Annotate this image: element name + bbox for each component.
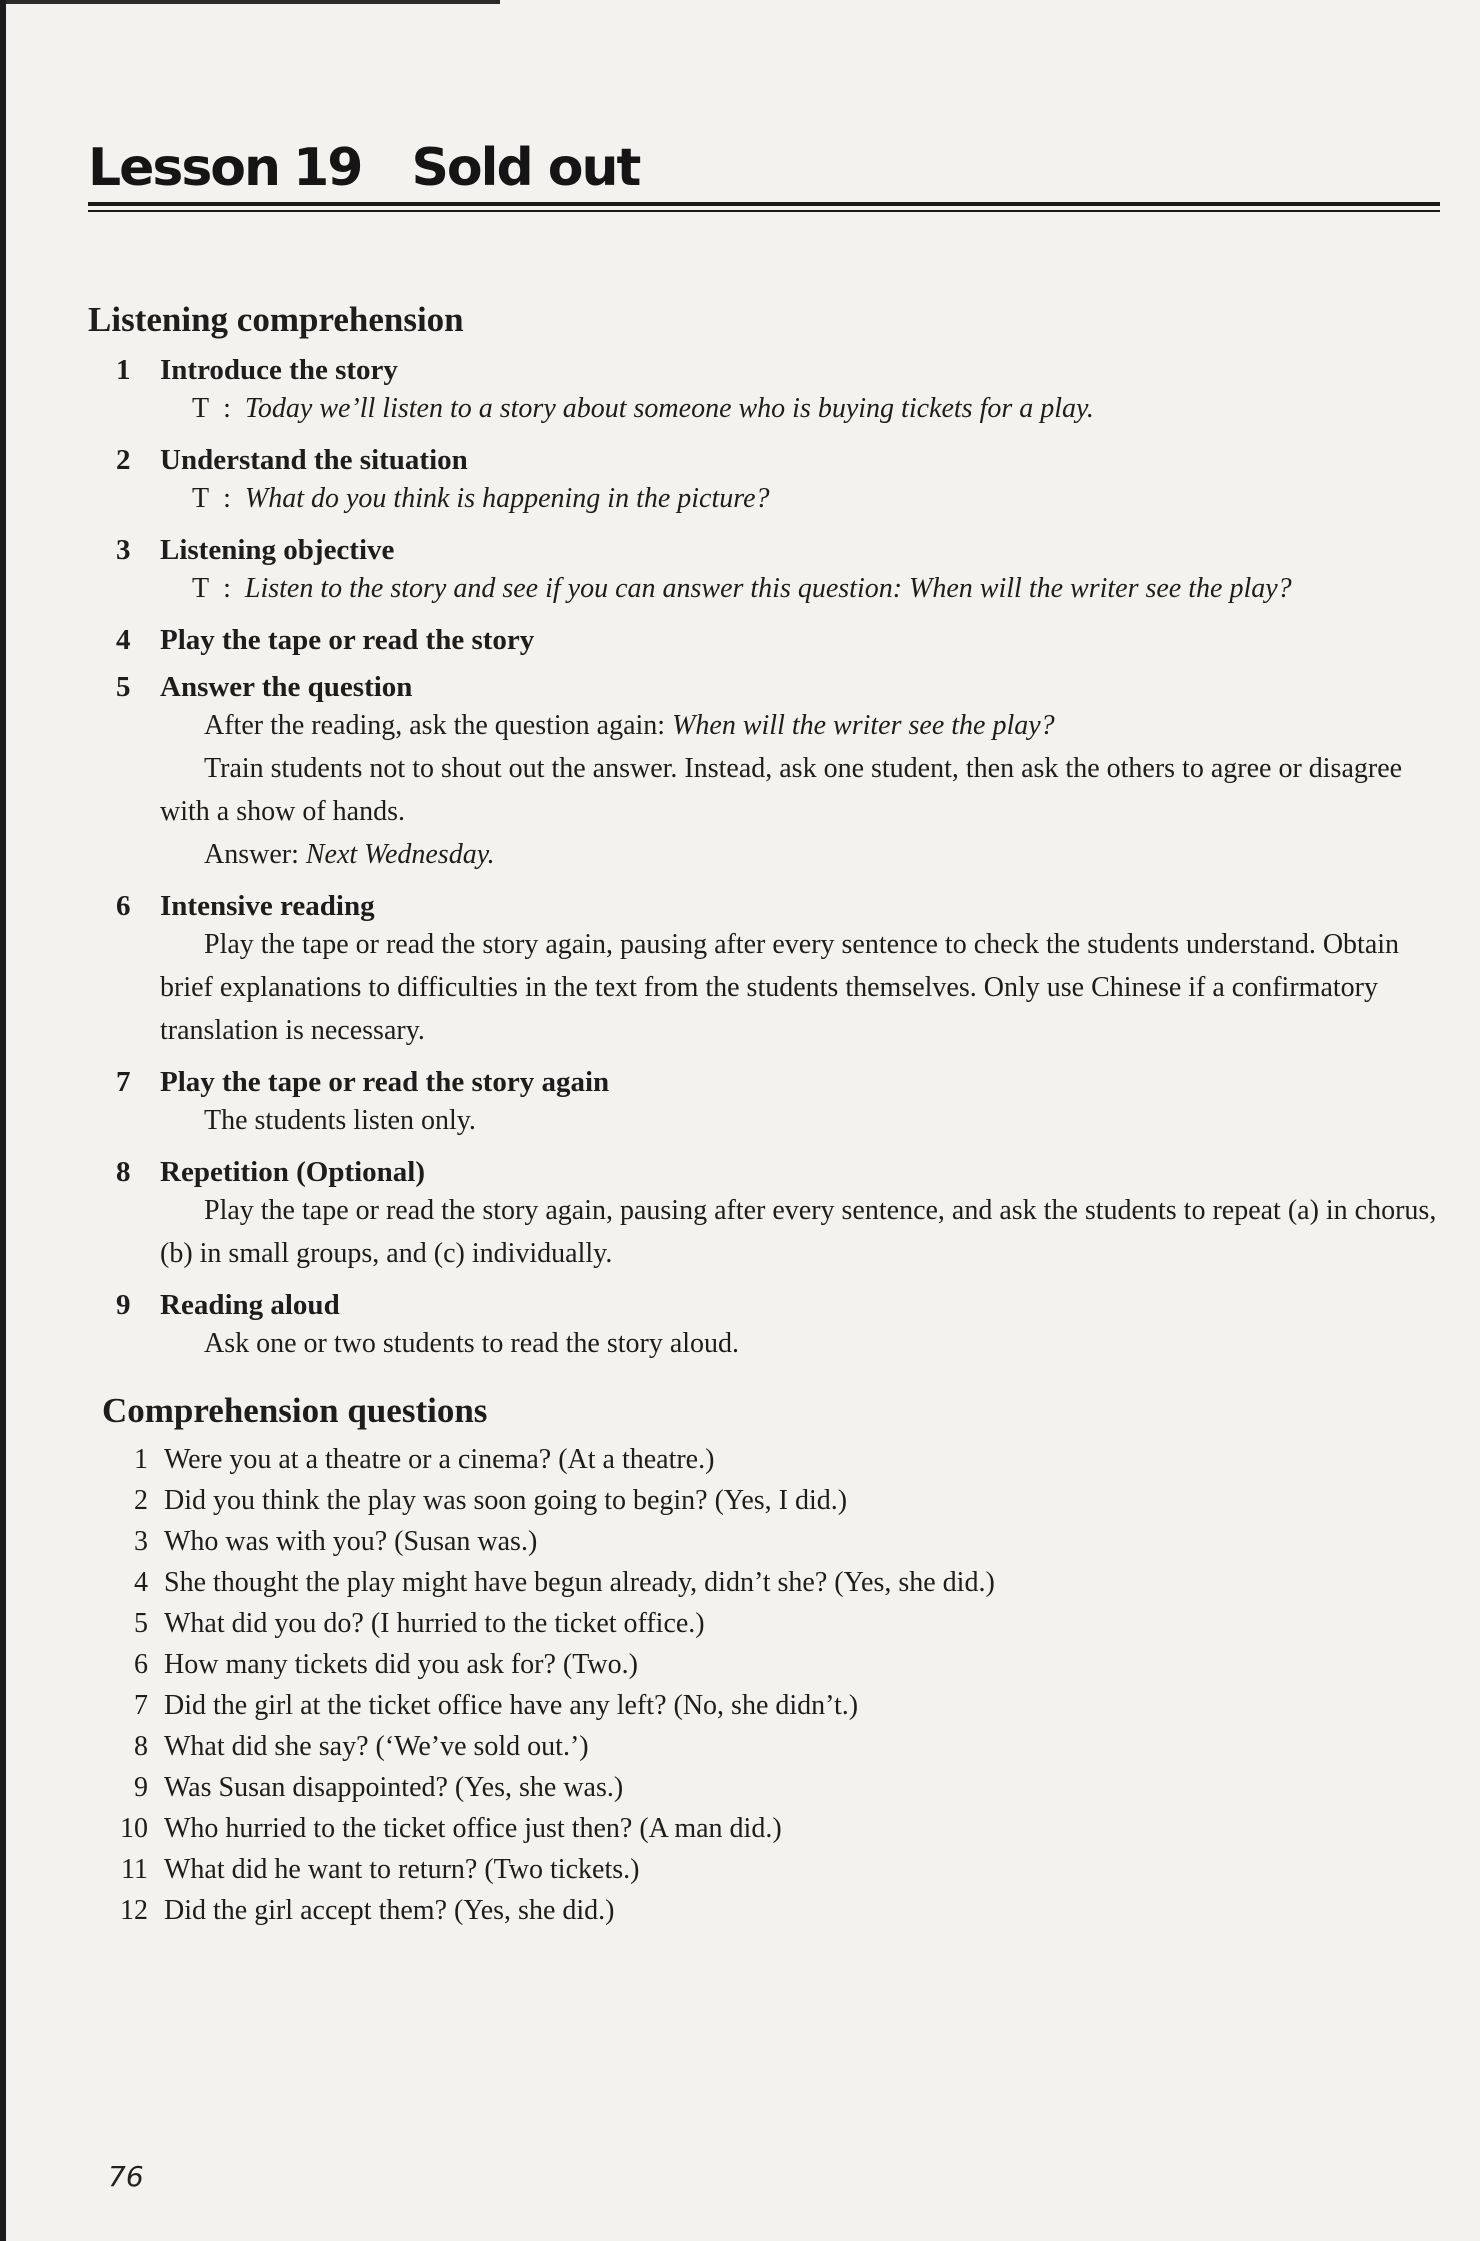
step-paragraph: [160, 704, 1448, 747]
step-item: [88, 444, 1448, 520]
step-title: Listening objective: [160, 534, 395, 566]
question-text: Were you at a theatre or a cinema? (At a theatre.): [164, 1444, 715, 1475]
question-number: 9: [134, 1772, 148, 1803]
step-paragraph: [160, 833, 1448, 876]
step-number: 5: [116, 671, 131, 703]
page-top-edge: [0, 0, 500, 4]
step-item: [88, 354, 1448, 430]
teacher-label: T: [192, 573, 210, 604]
step-title: Repetition (Optional): [160, 1156, 426, 1188]
step-title: Play the tape or read the story: [160, 624, 535, 656]
question-item: [88, 1808, 1448, 1849]
question-text: What did he want to return? (Two tickets.): [164, 1854, 640, 1885]
question-number: 4: [134, 1567, 148, 1598]
step-item: [88, 1156, 1448, 1275]
question-item: [88, 1767, 1448, 1808]
question-text: How many tickets did you ask for? (Two.): [164, 1649, 638, 1680]
step-number: 8: [116, 1156, 131, 1188]
question-item: [88, 1644, 1448, 1685]
question-number: 6: [134, 1649, 148, 1680]
question-number: 7: [134, 1690, 148, 1721]
paragraph-text: After the reading, ask the question again:: [204, 710, 673, 741]
teacher-line: Listen to the story and see if you can answer this question: When will the writer see the play?: [244, 573, 1292, 604]
paragraph-italic: When will the writer see the play?: [672, 710, 1055, 741]
question-item: [88, 1685, 1448, 1726]
step-item: [88, 1066, 1448, 1142]
step-number: 1: [116, 354, 131, 386]
step-number: 7: [116, 1066, 131, 1098]
step-item: [88, 624, 1448, 657]
header-rule-thin: [88, 210, 1440, 212]
lesson-word: Lesson: [88, 138, 280, 198]
question-item: [88, 1890, 1448, 1931]
step-item: [88, 671, 1448, 876]
lesson-title: [88, 138, 639, 198]
page-number: 76: [108, 2160, 144, 2193]
question-item: [88, 1849, 1448, 1890]
step-paragraph: The students listen only.: [204, 1105, 476, 1136]
step-item: [88, 1289, 1448, 1365]
step-title: Understand the situation: [160, 444, 468, 476]
question-text: Was Susan disappointed? (Yes, she was.): [164, 1772, 624, 1803]
teacher-line: What do you think is happening in the picture?: [244, 483, 770, 514]
comprehension-questions: [88, 1439, 1448, 1931]
page-content: [88, 300, 1448, 1931]
question-number: 5: [134, 1608, 148, 1639]
comprehension-section-title: Comprehension questions: [102, 1391, 488, 1430]
question-number: 1: [134, 1444, 148, 1475]
answer-label: Answer:: [204, 839, 306, 870]
step-paragraph: Ask one or two students to read the story aloud.: [204, 1328, 740, 1359]
question-text: What did she say? (‘We’ve sold out.’): [164, 1731, 589, 1762]
teacher-label: T: [192, 483, 210, 514]
step-title: Reading aloud: [160, 1289, 340, 1321]
lesson-header: [88, 138, 1440, 228]
question-number: 8: [134, 1731, 148, 1762]
question-number: 12: [120, 1895, 148, 1926]
question-item: [88, 1603, 1448, 1644]
question-item: [88, 1562, 1448, 1603]
listening-section-title: Listening comprehension: [88, 300, 464, 339]
step-number: 6: [116, 890, 131, 922]
question-text: She thought the play might have begun already, didn’t she? (Yes, she did.): [164, 1567, 995, 1598]
question-text: Who was with you? (Susan was.): [164, 1526, 538, 1557]
step-title: Introduce the story: [160, 354, 398, 386]
question-item: [88, 1521, 1448, 1562]
question-text: Did the girl at the ticket office have any left? (No, she didn’t.): [164, 1690, 859, 1721]
teacher-label: T: [192, 393, 210, 424]
step-title: Play the tape or read the story again: [160, 1066, 610, 1098]
question-text: Did the girl accept them? (Yes, she did.): [164, 1895, 615, 1926]
question-number: 10: [120, 1813, 148, 1844]
question-item: [88, 1726, 1448, 1767]
step-item: [88, 534, 1448, 610]
question-number: 3: [134, 1526, 148, 1557]
step-paragraph: Play the tape or read the story again, pausing after every sentence to check the students understand. Obtain brief explanations to difficulties in the text from the students themselves. Only use Chinese if a confirmatory translation is necessary.: [160, 929, 1400, 1046]
header-rule-thick: [88, 202, 1440, 206]
question-number: 11: [121, 1854, 148, 1885]
step-item: [88, 890, 1448, 1052]
step-number: 3: [116, 534, 131, 566]
listening-steps: [88, 354, 1448, 1365]
question-text: Did you think the play was soon going to begin? (Yes, I did.): [164, 1485, 848, 1516]
step-title: Answer the question: [160, 671, 413, 703]
step-number: 4: [116, 624, 131, 656]
lesson-subtitle: Sold out: [411, 138, 640, 198]
teacher-separator: :: [223, 393, 231, 424]
question-number: 2: [134, 1485, 148, 1516]
lesson-number: 19: [293, 138, 362, 198]
question-item: [88, 1439, 1448, 1480]
answer-text: Next Wednesday.: [305, 839, 495, 870]
page-left-edge: [0, 0, 6, 2241]
question-text: Who hurried to the ticket office just then? (A man did.): [164, 1813, 782, 1844]
teacher-separator: :: [223, 573, 231, 604]
question-text: What did you do? (I hurried to the ticket office.): [164, 1608, 705, 1639]
teacher-line: Today we’ll listen to a story about someone who is buying tickets for a play.: [244, 393, 1094, 424]
step-number: 2: [116, 444, 131, 476]
step-paragraph: Play the tape or read the story again, pausing after every sentence, and ask the students to repeat (a) in chorus, (b) in small groups, and (c) individually.: [160, 1195, 1437, 1269]
step-title: Intensive reading: [160, 890, 375, 922]
step-paragraph: Train students not to shout out the answer. Instead, ask one student, then ask the others to agree or disagree with a show of hands.: [160, 753, 1403, 827]
step-number: 9: [116, 1289, 131, 1321]
teacher-separator: :: [223, 483, 231, 514]
question-item: [88, 1480, 1448, 1521]
